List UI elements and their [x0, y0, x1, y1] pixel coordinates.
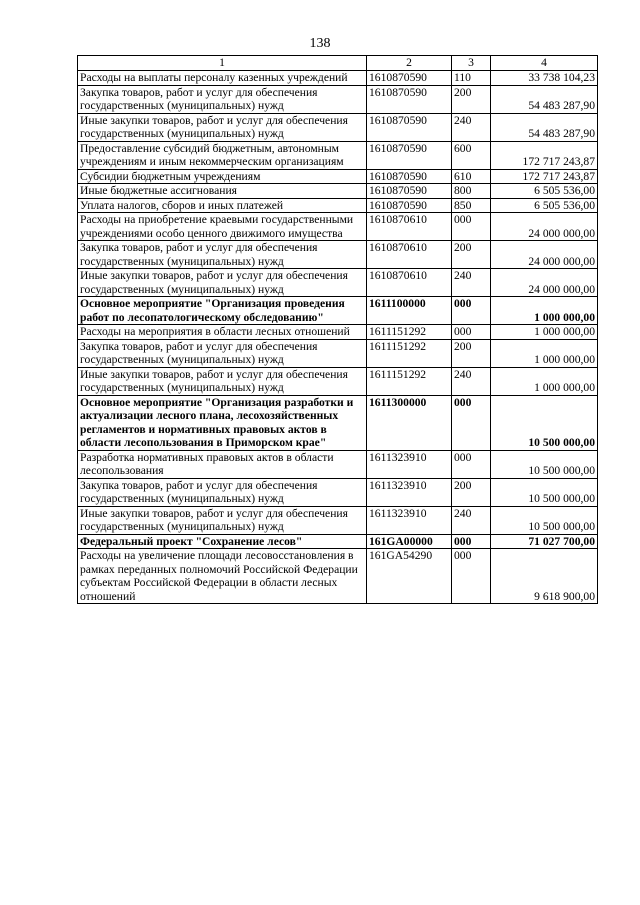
row-name: Расходы на выплаты персоналу казенных учреждений	[78, 71, 367, 86]
row-sum: 1 000 000,00	[491, 325, 598, 340]
row-name: Закупка товаров, работ и услуг для обеспечения государственных (муниципальных) нужд	[78, 85, 367, 113]
row-code: 1610870590	[367, 169, 452, 184]
row-type: 110	[452, 71, 491, 86]
row-name: Расходы на приобретение краевыми государственными учреждениями особо ценного движимого имущества	[78, 213, 367, 241]
row-name: Разработка нормативных правовых актов в области лесопользования	[78, 450, 367, 478]
row-name: Иные закупки товаров, работ и услуг для обеспечения государственных (муниципальных) нужд	[78, 367, 367, 395]
table-row	[78, 269, 598, 297]
row-code: 1610870610	[367, 213, 452, 241]
table-row	[78, 85, 598, 113]
row-sum: 10 500 000,00	[491, 450, 598, 478]
row-code: 1610870610	[367, 241, 452, 269]
row-code: 1610870590	[367, 184, 452, 199]
table-row	[78, 71, 598, 86]
table-row	[78, 549, 598, 604]
table-row	[78, 339, 598, 367]
row-name: Иные бюджетные ассигнования	[78, 184, 367, 199]
table-row	[78, 297, 598, 325]
row-code: 1610870590	[367, 141, 452, 169]
row-sum: 1 000 000,00	[491, 367, 598, 395]
row-sum: 24 000 000,00	[491, 269, 598, 297]
table-row	[78, 213, 598, 241]
budget-table	[77, 55, 598, 604]
table-row	[78, 113, 598, 141]
row-name: Закупка товаров, работ и услуг для обеспечения государственных (муниципальных) нужд	[78, 478, 367, 506]
table-header-row	[78, 56, 598, 71]
row-type: 800	[452, 184, 491, 199]
header-col-2: 2	[367, 56, 452, 71]
header-col-1: 1	[78, 56, 367, 71]
row-sum: 54 483 287,90	[491, 113, 598, 141]
row-type: 000	[452, 549, 491, 604]
row-code: 161GA00000	[367, 534, 452, 549]
row-type: 000	[452, 534, 491, 549]
row-code: 1610870590	[367, 113, 452, 141]
row-sum: 10 500 000,00	[491, 478, 598, 506]
row-sum: 9 618 900,00	[491, 549, 598, 604]
table-row	[78, 141, 598, 169]
row-type: 200	[452, 339, 491, 367]
page-number: 138	[309, 36, 331, 51]
row-type: 240	[452, 269, 491, 297]
row-type: 000	[452, 325, 491, 340]
row-sum: 10 500 000,00	[491, 395, 598, 450]
row-type: 200	[452, 478, 491, 506]
row-type: 850	[452, 198, 491, 213]
row-code: 1611151292	[367, 325, 452, 340]
row-sum: 172 717 243,87	[491, 169, 598, 184]
row-sum: 24 000 000,00	[491, 213, 598, 241]
row-type: 000	[452, 395, 491, 450]
table-row	[78, 506, 598, 534]
table-row	[78, 367, 598, 395]
row-code: 1610870590	[367, 71, 452, 86]
row-type: 200	[452, 85, 491, 113]
row-sum: 33 738 104,23	[491, 71, 598, 86]
table-row	[78, 325, 598, 340]
row-sum: 6 505 536,00	[491, 198, 598, 213]
header-col-3: 3	[452, 56, 491, 71]
table-row	[78, 450, 598, 478]
row-name: Закупка товаров, работ и услуг для обеспечения государственных (муниципальных) нужд	[78, 339, 367, 367]
row-name: Иные закупки товаров, работ и услуг для обеспечения государственных (муниципальных) нужд	[78, 113, 367, 141]
row-type: 240	[452, 367, 491, 395]
row-name: Расходы на увеличение площади лесовосстановления в рамках переданных полномочий Российской Федерации субъектам Российской Федерации в области лесных отношений	[78, 549, 367, 604]
row-type: 000	[452, 213, 491, 241]
table-row	[78, 478, 598, 506]
row-code: 1611323910	[367, 450, 452, 478]
table-row	[78, 534, 598, 549]
row-code: 1611323910	[367, 506, 452, 534]
row-code: 161GA54290	[367, 549, 452, 604]
row-code: 1611100000	[367, 297, 452, 325]
row-name: Иные закупки товаров, работ и услуг для обеспечения государственных (муниципальных) нужд	[78, 506, 367, 534]
row-type: 240	[452, 113, 491, 141]
row-type: 600	[452, 141, 491, 169]
row-sum: 1 000 000,00	[491, 339, 598, 367]
header-col-4: 4	[491, 56, 598, 71]
row-sum: 24 000 000,00	[491, 241, 598, 269]
row-name: Федеральный проект "Сохранение лесов"	[78, 534, 367, 549]
row-sum: 6 505 536,00	[491, 184, 598, 199]
row-code: 1610870610	[367, 269, 452, 297]
row-name: Расходы на мероприятия в области лесных отношений	[78, 325, 367, 340]
table-row	[78, 395, 598, 450]
table-row	[78, 184, 598, 199]
row-code: 1610870590	[367, 198, 452, 213]
row-name: Основное мероприятие "Организация разработки и актуализации лесного плана, лесохозяйственных регламентов и нормативных правовых актов в области лесопользования в Приморском крае"	[78, 395, 367, 450]
row-name: Основное мероприятие "Организация проведения работ по лесопатологическому обследованию"	[78, 297, 367, 325]
row-code: 1611300000	[367, 395, 452, 450]
row-type: 240	[452, 506, 491, 534]
row-sum: 172 717 243,87	[491, 141, 598, 169]
table-row	[78, 169, 598, 184]
row-code: 1611151292	[367, 367, 452, 395]
table-row	[78, 198, 598, 213]
row-sum: 71 027 700,00	[491, 534, 598, 549]
row-type: 000	[452, 297, 491, 325]
row-name: Закупка товаров, работ и услуг для обеспечения государственных (муниципальных) нужд	[78, 241, 367, 269]
row-type: 200	[452, 241, 491, 269]
table-row	[78, 241, 598, 269]
row-name: Субсидии бюджетным учреждениям	[78, 169, 367, 184]
row-code: 1611151292	[367, 339, 452, 367]
row-sum: 1 000 000,00	[491, 297, 598, 325]
row-type: 610	[452, 169, 491, 184]
row-code: 1611323910	[367, 478, 452, 506]
row-type: 000	[452, 450, 491, 478]
row-name: Предоставление субсидий бюджетным, автономным учреждениям и иным некоммерческим организациям	[78, 141, 367, 169]
row-sum: 10 500 000,00	[491, 506, 598, 534]
row-code: 1610870590	[367, 85, 452, 113]
row-name: Иные закупки товаров, работ и услуг для обеспечения государственных (муниципальных) нужд	[78, 269, 367, 297]
row-sum: 54 483 287,90	[491, 85, 598, 113]
row-name: Уплата налогов, сборов и иных платежей	[78, 198, 367, 213]
